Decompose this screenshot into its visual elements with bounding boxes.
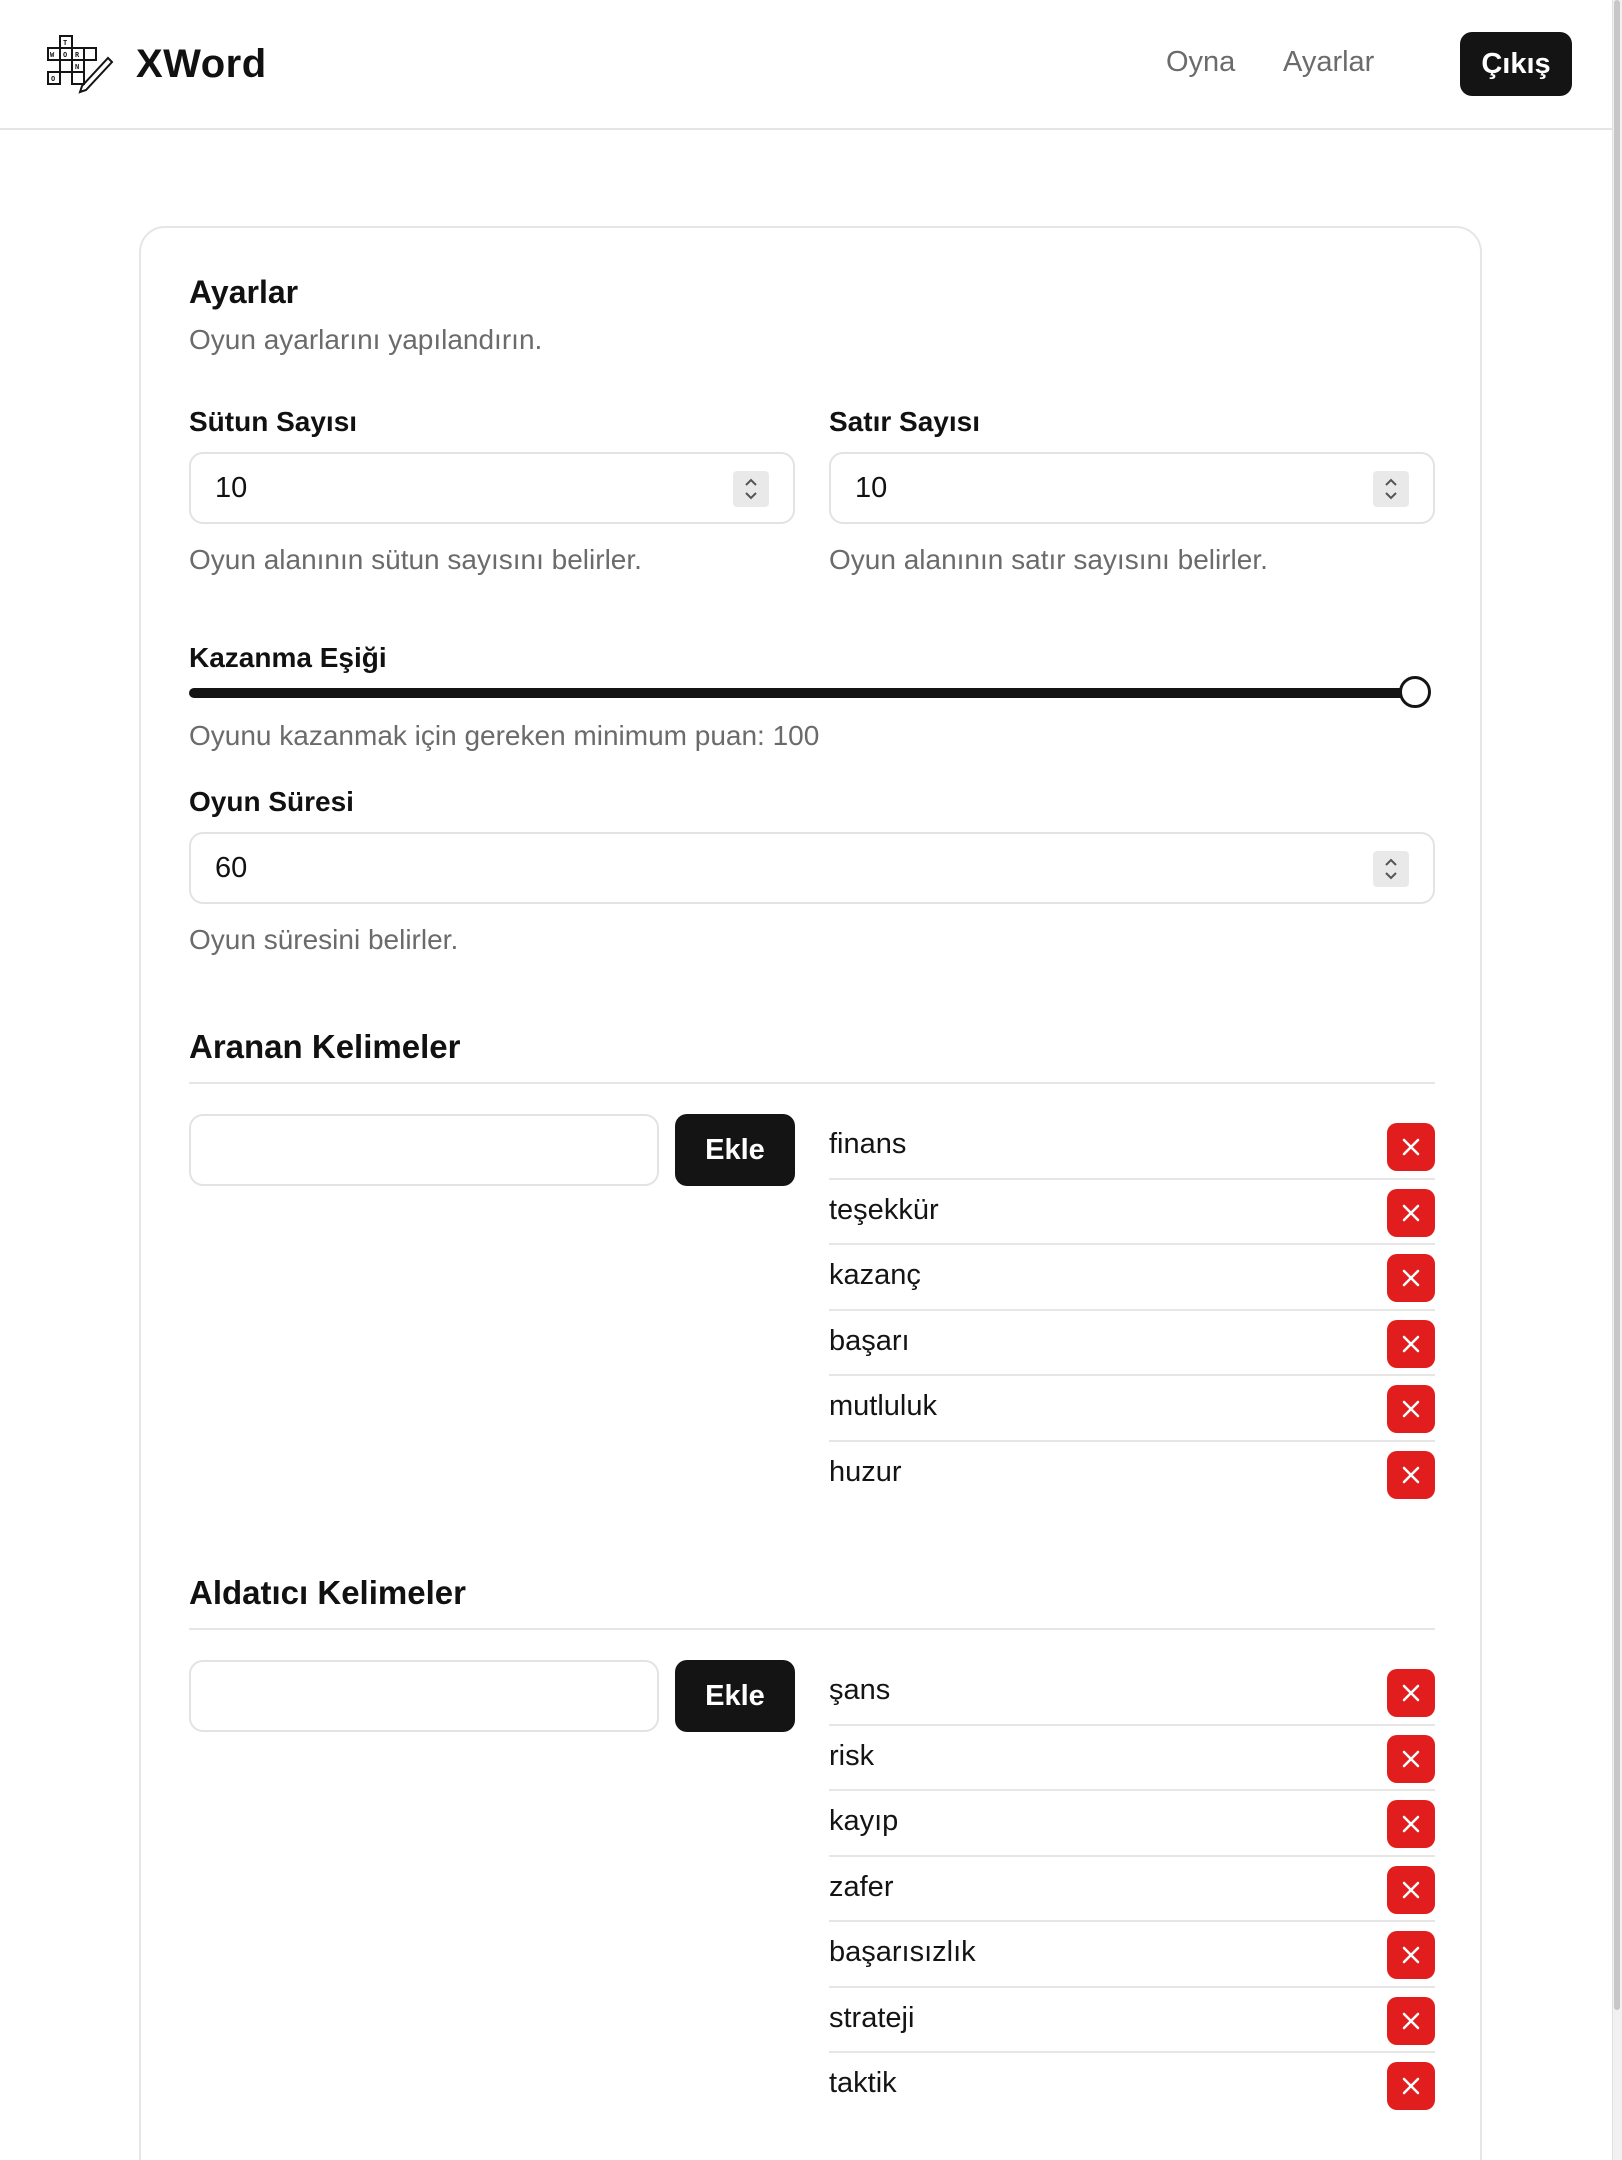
close-icon: [1400, 1202, 1422, 1224]
duration-hint: Oyun süresini belirler.: [189, 924, 459, 955]
logo-letter: N: [75, 63, 80, 71]
close-icon: [1400, 1879, 1422, 1901]
remove-word-button[interactable]: [1387, 1320, 1435, 1368]
word-list-item: [829, 1922, 1435, 1988]
word-list-item: [829, 1726, 1435, 1792]
remove-word-button[interactable]: [1387, 1669, 1435, 1717]
word-list-item: [829, 1660, 1435, 1726]
top-navbar: [0, 0, 1612, 130]
chevron-up-down-icon: [1383, 476, 1399, 502]
threshold-slider-track[interactable]: [189, 688, 1417, 698]
word-list-item: [829, 2053, 1435, 2119]
word-list-item: [829, 1376, 1435, 1442]
decoy-words-divider: [189, 1628, 1435, 1630]
word-text: huzur: [829, 1455, 902, 1488]
word-list-item: [829, 1442, 1435, 1508]
threshold-hint: Oyunu kazanmak için gereken minimum puan: 100: [189, 720, 820, 751]
close-icon: [1400, 1333, 1422, 1355]
word-list-item: [829, 1114, 1435, 1180]
remove-word-button[interactable]: [1387, 1997, 1435, 2045]
word-list-item: [829, 1857, 1435, 1923]
card-description: Oyun ayarlarını yapılandırın.: [189, 324, 543, 355]
word-text: finans: [829, 1128, 907, 1160]
threshold-label: Kazanma Eşiği: [189, 642, 387, 673]
close-icon: [1400, 1748, 1422, 1770]
word-text: strateji: [829, 2001, 915, 2034]
word-text: mutluluk: [829, 1390, 937, 1422]
decoy-words-list: [829, 1660, 1435, 2119]
chevron-up-down-icon: [743, 476, 759, 502]
word-text: kayıp: [829, 1805, 899, 1837]
searched-words-title: Aranan Kelimeler: [189, 1028, 461, 1065]
duration-value: 60: [215, 851, 248, 884]
columns-input[interactable]: [189, 452, 795, 524]
rows-input[interactable]: [829, 452, 1435, 524]
remove-word-button[interactable]: [1387, 2062, 1435, 2110]
remove-word-button[interactable]: [1387, 1800, 1435, 1848]
word-text: teşekkür: [829, 1193, 939, 1226]
word-list-item: [829, 1988, 1435, 2054]
settings-card: [139, 226, 1482, 2160]
close-icon: [1400, 2010, 1422, 2032]
close-icon: [1400, 1267, 1422, 1289]
duration-stepper[interactable]: [1373, 851, 1409, 887]
remove-word-button[interactable]: [1387, 1866, 1435, 1914]
card-title: Ayarlar: [189, 274, 299, 310]
chevron-up-down-icon: [1383, 856, 1399, 882]
word-text: başarısızlık: [829, 1936, 976, 1968]
word-text: risk: [829, 1739, 875, 1772]
page-scrollbar-thumb[interactable]: [1614, 0, 1620, 2010]
word-list-item: [829, 1791, 1435, 1857]
searched-word-input[interactable]: [189, 1114, 659, 1186]
word-list-item: [829, 1245, 1435, 1311]
logo-letter: W: [50, 51, 55, 59]
logout-button[interactable]: Çıkış: [1460, 32, 1572, 96]
rows-value: 10: [855, 471, 888, 504]
word-list-item: [829, 1311, 1435, 1377]
logo-letter: O: [63, 51, 68, 59]
columns-hint: Oyun alanının sütun sayısını belirler.: [189, 544, 642, 575]
columns-stepper[interactable]: [733, 471, 769, 507]
word-text: şans: [829, 1674, 891, 1706]
decoy-words-title: Aldatıcı Kelimeler: [189, 1574, 466, 1611]
nav-play-link[interactable]: Oyna: [1166, 46, 1236, 78]
searched-words-list: [829, 1114, 1435, 1507]
logo-letter: O: [51, 75, 56, 83]
remove-word-button[interactable]: [1387, 1735, 1435, 1783]
remove-word-button[interactable]: [1387, 1254, 1435, 1302]
logo-letter: T: [63, 39, 68, 47]
duration-input[interactable]: [189, 832, 1435, 904]
close-icon: [1400, 1813, 1422, 1835]
brand[interactable]: [46, 34, 267, 94]
close-icon: [1400, 1682, 1422, 1704]
rows-stepper[interactable]: [1373, 471, 1409, 507]
word-text: başarı: [829, 1324, 910, 1357]
add-decoy-word-button[interactable]: Ekle: [675, 1660, 795, 1732]
word-text: taktik: [829, 2067, 897, 2099]
word-text: kazanç: [829, 1259, 921, 1291]
close-icon: [1400, 2075, 1422, 2097]
decoy-word-input[interactable]: [189, 1660, 659, 1732]
close-icon: [1400, 1464, 1422, 1486]
searched-words-divider: [189, 1082, 1435, 1084]
nav-settings-link[interactable]: Ayarlar: [1283, 46, 1375, 78]
duration-label: Oyun Süresi: [189, 786, 354, 817]
remove-word-button[interactable]: [1387, 1123, 1435, 1171]
word-list-item: [829, 1180, 1435, 1246]
columns-label: Sütun Sayısı: [189, 406, 358, 437]
close-icon: [1400, 1398, 1422, 1420]
remove-word-button[interactable]: [1387, 1451, 1435, 1499]
remove-word-button[interactable]: [1387, 1189, 1435, 1237]
remove-word-button[interactable]: [1387, 1931, 1435, 1979]
remove-word-button[interactable]: [1387, 1385, 1435, 1433]
word-text: zafer: [829, 1870, 894, 1903]
columns-value: 10: [215, 471, 248, 504]
close-icon: [1400, 1944, 1422, 1966]
crossword-logo-icon: [46, 34, 114, 94]
close-icon: [1400, 1136, 1422, 1158]
add-searched-word-button[interactable]: Ekle: [675, 1114, 795, 1186]
logo-letter: R: [75, 51, 80, 59]
app-name: XWord: [136, 41, 267, 86]
rows-hint: Oyun alanının satır sayısını belirler.: [829, 544, 1268, 575]
rows-label: Satır Sayısı: [829, 406, 980, 437]
threshold-slider-thumb[interactable]: [1399, 676, 1431, 708]
